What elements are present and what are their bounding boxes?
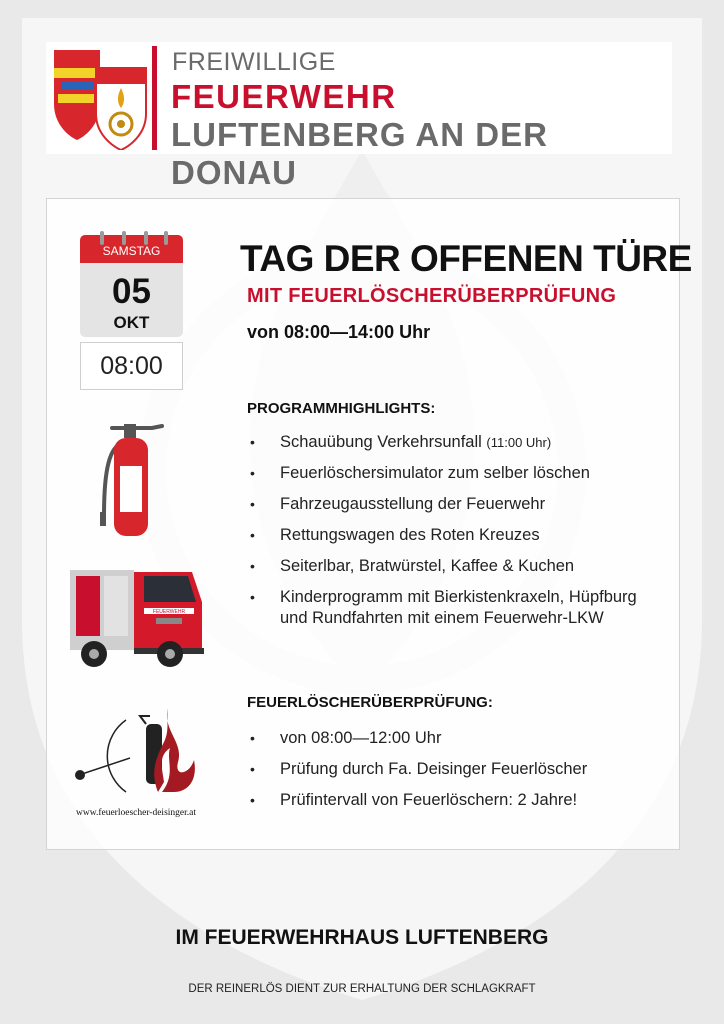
header-line-2: FEUERWEHR: [171, 78, 397, 115]
start-time: 08:00: [80, 342, 183, 390]
list-item: • Rettungswagen des Roten Kreuzes: [247, 525, 640, 546]
highlights-list: [247, 432, 640, 639]
event-title: TAG DER OFFENEN TÜRE: [240, 238, 692, 279]
truck-door-label: FEUERWEHR: [152, 609, 186, 615]
list-item: • von 08:00—12:00 Uhr: [247, 728, 640, 749]
list-item: • Prüfintervall von Feuerlöschern: 2 Jahre!: [247, 790, 640, 811]
calendar-month: OKT: [113, 313, 150, 332]
organization-header: [46, 42, 672, 191]
sponsor-url: www.feuerloescher-deisinger.at: [75, 808, 196, 818]
coat-of-arms-icon: [50, 46, 150, 150]
inspection-heading: FEUERLÖSCHERÜBERPRÜFUNG:: [247, 694, 493, 711]
calendar-day: 05: [112, 272, 151, 311]
list-item: • Schauübung Verkehrsunfall (11:00 Uhr): [247, 432, 640, 453]
list-item: • Kinderprogramm mit Bierkistenkraxeln, Hüpfburg und Rundfahrten mit einem Feuerwehr-LKW: [247, 587, 640, 629]
calendar-icon: [80, 233, 183, 337]
inspection-list: [247, 728, 640, 821]
header-line-1: FREIWILLIGE: [172, 48, 336, 76]
highlights-heading: PROGRAMMHIGHLIGHTS:: [247, 400, 436, 417]
list-item: • Fahrzeugausstellung der Feuerwehr: [247, 494, 640, 515]
fire-extinguisher-icon: [92, 416, 172, 540]
header-divider: [152, 46, 157, 150]
calendar-weekday: SAMSTAG: [102, 244, 161, 258]
list-item: • Feuerlöschersimulator zum selber löschen: [247, 463, 640, 484]
sponsor-logo-icon: [66, 702, 206, 802]
footer-note: DER REINERLÖS DIENT ZUR ERHALTUNG DER SCHLAGKRAFT: [188, 983, 536, 995]
event-subtitle: MIT FEUERLÖSCHERÜBERPRÜFUNG: [247, 285, 617, 307]
list-item: • Seiterlbar, Bratwürstel, Kaffee & Kuchen: [247, 556, 640, 577]
header-line-3: LUFTENBERG AN DER DONAU: [171, 116, 548, 191]
footer-location: IM FEUERWEHRHAUS LUFTENBERG: [175, 926, 549, 949]
list-item: • Prüfung durch Fa. Deisinger Feuerlöscher: [247, 759, 640, 780]
event-hours: von 08:00—14:00 Uhr: [247, 322, 431, 342]
fire-truck-icon: [66, 562, 206, 674]
